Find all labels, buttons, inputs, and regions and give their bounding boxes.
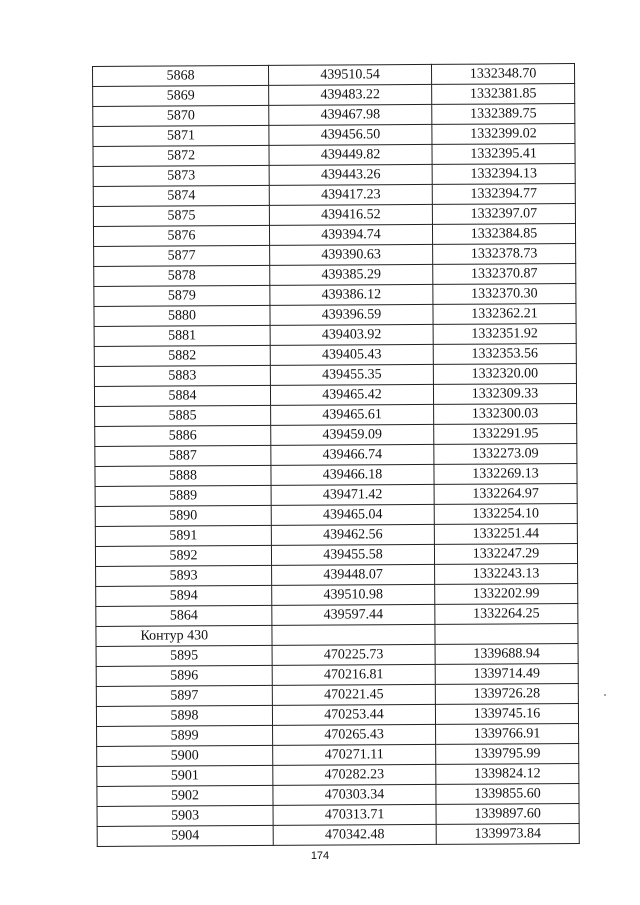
y-coordinate-cell: 1332291.95 [434, 424, 577, 445]
table-row [93, 64, 575, 87]
table-row [96, 684, 578, 707]
x-coordinate-cell: 439416.52 [269, 204, 432, 225]
x-coordinate-cell: 439510.98 [272, 584, 435, 605]
point-number-cell: 5887 [95, 445, 271, 466]
x-coordinate-cell: 470265.43 [273, 724, 436, 745]
table-row [97, 804, 579, 827]
y-coordinate-cell: 1332362.21 [433, 304, 576, 325]
y-coordinate-cell: 1339766.91 [436, 724, 579, 745]
table-row [94, 244, 576, 267]
x-coordinate-cell: 439467.98 [269, 104, 432, 125]
table-row [95, 404, 577, 427]
x-coordinate-cell: 470271.11 [273, 744, 436, 765]
table-row [94, 304, 576, 327]
point-number-cell: 5903 [97, 805, 273, 826]
x-coordinate-cell: 470303.34 [273, 784, 436, 805]
x-coordinate-cell: 439466.74 [271, 444, 434, 465]
y-coordinate-cell: 1332399.02 [432, 124, 575, 145]
coordinates-table [92, 63, 580, 847]
point-number-cell: 5904 [97, 825, 273, 846]
y-coordinate-cell: 1339973.84 [436, 824, 579, 845]
point-number-cell: 5872 [93, 145, 269, 166]
x-coordinate-cell: 439405.43 [270, 344, 433, 365]
table-row [94, 384, 576, 407]
table-row [95, 484, 577, 507]
y-coordinate-cell: 1332370.87 [433, 264, 576, 285]
y-coordinate-cell: 1332351.92 [433, 324, 576, 345]
point-number-cell: 5883 [94, 365, 270, 386]
x-coordinate-cell: 470282.23 [273, 764, 436, 785]
table-row [96, 584, 578, 607]
point-number-cell: 5868 [93, 65, 269, 86]
y-coordinate-cell: 1339824.12 [436, 764, 579, 785]
x-coordinate-cell: 470216.81 [272, 664, 435, 685]
table-row [94, 264, 576, 287]
y-coordinate-cell: 1332300.03 [434, 404, 577, 425]
table-row [97, 784, 579, 807]
y-coordinate-cell: 1332309.33 [433, 384, 576, 405]
table-row [93, 124, 575, 147]
x-coordinate-cell: 439466.18 [271, 464, 434, 485]
x-coordinate-cell: 439385.29 [270, 264, 433, 285]
x-coordinate-cell: 470253.44 [272, 704, 435, 725]
table-row [95, 544, 577, 567]
table-row [96, 564, 578, 587]
table-row [97, 744, 579, 767]
point-number-cell: 5885 [95, 405, 271, 426]
empty-cell [272, 624, 435, 645]
section-label: Контур 430 [96, 625, 272, 646]
table-row [95, 524, 577, 547]
y-coordinate-cell: 1332320.00 [433, 364, 576, 385]
x-coordinate-cell: 439483.22 [269, 84, 432, 105]
empty-cell [435, 624, 578, 645]
point-number-cell: 5888 [95, 465, 271, 486]
point-number-cell: 5896 [96, 665, 272, 686]
y-coordinate-cell: 1332394.13 [432, 164, 575, 185]
point-number-cell: 5880 [94, 305, 270, 326]
point-number-cell: 5895 [96, 645, 272, 666]
y-coordinate-cell: 1332353.56 [433, 344, 576, 365]
point-number-cell: 5871 [93, 125, 269, 146]
y-coordinate-cell: 1332397.07 [432, 204, 575, 225]
x-coordinate-cell: 439390.63 [270, 244, 433, 265]
table-row [93, 104, 575, 127]
table-row [93, 144, 575, 167]
x-coordinate-cell: 439455.35 [270, 364, 433, 385]
coordinates-table-body [93, 64, 580, 847]
y-coordinate-cell: 1332264.97 [434, 484, 577, 505]
y-coordinate-cell: 1332348.70 [431, 64, 574, 85]
point-number-cell: 5900 [97, 745, 273, 766]
y-coordinate-cell: 1332269.13 [434, 464, 577, 485]
table-row [97, 724, 579, 747]
table-row [93, 204, 575, 227]
point-number-cell: 5879 [94, 285, 270, 306]
point-number-cell: 5890 [95, 505, 271, 526]
x-coordinate-cell: 470225.73 [272, 644, 435, 665]
point-number-cell: 5864 [96, 605, 272, 626]
scan-speck [604, 694, 606, 696]
table-row [93, 164, 575, 187]
y-coordinate-cell: 1332394.77 [432, 184, 575, 205]
y-coordinate-cell: 1332202.99 [435, 584, 578, 605]
y-coordinate-cell: 1332251.44 [434, 524, 577, 545]
point-number-cell: 5897 [96, 685, 272, 706]
point-number-cell: 5870 [93, 105, 269, 126]
x-coordinate-cell: 439459.09 [271, 424, 434, 445]
table-row [94, 344, 576, 367]
x-coordinate-cell: 439462.56 [271, 524, 434, 545]
table-row [97, 764, 579, 787]
table-row [95, 464, 577, 487]
point-number-cell: 5886 [95, 425, 271, 446]
point-number-cell: 5876 [93, 225, 269, 246]
point-number-cell: 5881 [94, 325, 270, 346]
x-coordinate-cell: 439417.23 [269, 184, 432, 205]
table-row [96, 664, 578, 687]
x-coordinate-cell: 439386.12 [270, 284, 433, 305]
point-number-cell: 5884 [94, 385, 270, 406]
x-coordinate-cell: 439448.07 [272, 564, 435, 585]
y-coordinate-cell: 1339745.16 [435, 704, 578, 725]
table-row [95, 444, 577, 467]
y-coordinate-cell: 1339855.60 [436, 784, 579, 805]
y-coordinate-cell: 1332247.29 [434, 544, 577, 565]
y-coordinate-cell: 1339795.99 [436, 744, 579, 765]
x-coordinate-cell: 439443.26 [269, 164, 432, 185]
point-number-cell: 5899 [97, 725, 273, 746]
point-number-cell: 5874 [93, 185, 269, 206]
x-coordinate-cell: 439465.61 [271, 404, 434, 425]
table-row [95, 424, 577, 447]
x-coordinate-cell: 439403.92 [270, 324, 433, 345]
point-number-cell: 5892 [95, 545, 271, 566]
point-number-cell: 5901 [97, 765, 273, 786]
y-coordinate-cell: 1332243.13 [435, 564, 578, 585]
point-number-cell: 5877 [94, 245, 270, 266]
page-number: 174 [310, 850, 330, 862]
table-row [97, 824, 579, 847]
table-row [94, 364, 576, 387]
point-number-cell: 5878 [94, 265, 270, 286]
y-coordinate-cell: 1332273.09 [434, 444, 577, 465]
y-coordinate-cell: 1332384.85 [432, 224, 575, 245]
x-coordinate-cell: 439465.04 [271, 504, 434, 525]
table-row [96, 704, 578, 727]
point-number-cell: 5875 [93, 205, 269, 226]
y-coordinate-cell: 1339726.28 [435, 684, 578, 705]
table-row [93, 184, 575, 207]
x-coordinate-cell: 439465.42 [270, 384, 433, 405]
y-coordinate-cell: 1332254.10 [434, 504, 577, 525]
y-coordinate-cell: 1332370.30 [433, 284, 576, 305]
x-coordinate-cell: 439471.42 [271, 484, 434, 505]
point-number-cell: 5894 [96, 585, 272, 606]
x-coordinate-cell: 470313.71 [273, 804, 436, 825]
table-row [93, 224, 575, 247]
x-coordinate-cell: 439394.74 [269, 224, 432, 245]
y-coordinate-cell: 1332378.73 [433, 244, 576, 265]
table-row [96, 644, 578, 667]
y-coordinate-cell: 1332264.25 [435, 604, 578, 625]
x-coordinate-cell: 439597.44 [272, 604, 435, 625]
y-coordinate-cell: 1332395.41 [432, 144, 575, 165]
table-row [96, 604, 578, 627]
point-number-cell: 5893 [96, 565, 272, 586]
table-row [93, 84, 575, 107]
x-coordinate-cell: 439456.50 [269, 124, 432, 145]
x-coordinate-cell: 439449.82 [269, 144, 432, 165]
point-number-cell: 5869 [93, 85, 269, 106]
table-row [94, 284, 576, 307]
y-coordinate-cell: 1332381.85 [432, 84, 575, 105]
x-coordinate-cell: 470342.48 [273, 824, 436, 845]
y-coordinate-cell: 1332389.75 [432, 104, 575, 125]
y-coordinate-cell: 1339897.60 [436, 804, 579, 825]
point-number-cell: 5898 [96, 705, 272, 726]
x-coordinate-cell: 439455.58 [271, 544, 434, 565]
point-number-cell: 5902 [97, 785, 273, 806]
x-coordinate-cell: 439510.54 [268, 64, 431, 85]
y-coordinate-cell: 1339714.49 [435, 664, 578, 685]
x-coordinate-cell: 470221.45 [272, 684, 435, 705]
point-number-cell: 5891 [95, 525, 271, 546]
table-row [95, 504, 577, 527]
table-row [94, 324, 576, 347]
point-number-cell: 5873 [93, 165, 269, 186]
point-number-cell: 5882 [94, 345, 270, 366]
y-coordinate-cell: 1339688.94 [435, 644, 578, 665]
point-number-cell: 5889 [95, 485, 271, 506]
x-coordinate-cell: 439396.59 [270, 304, 433, 325]
